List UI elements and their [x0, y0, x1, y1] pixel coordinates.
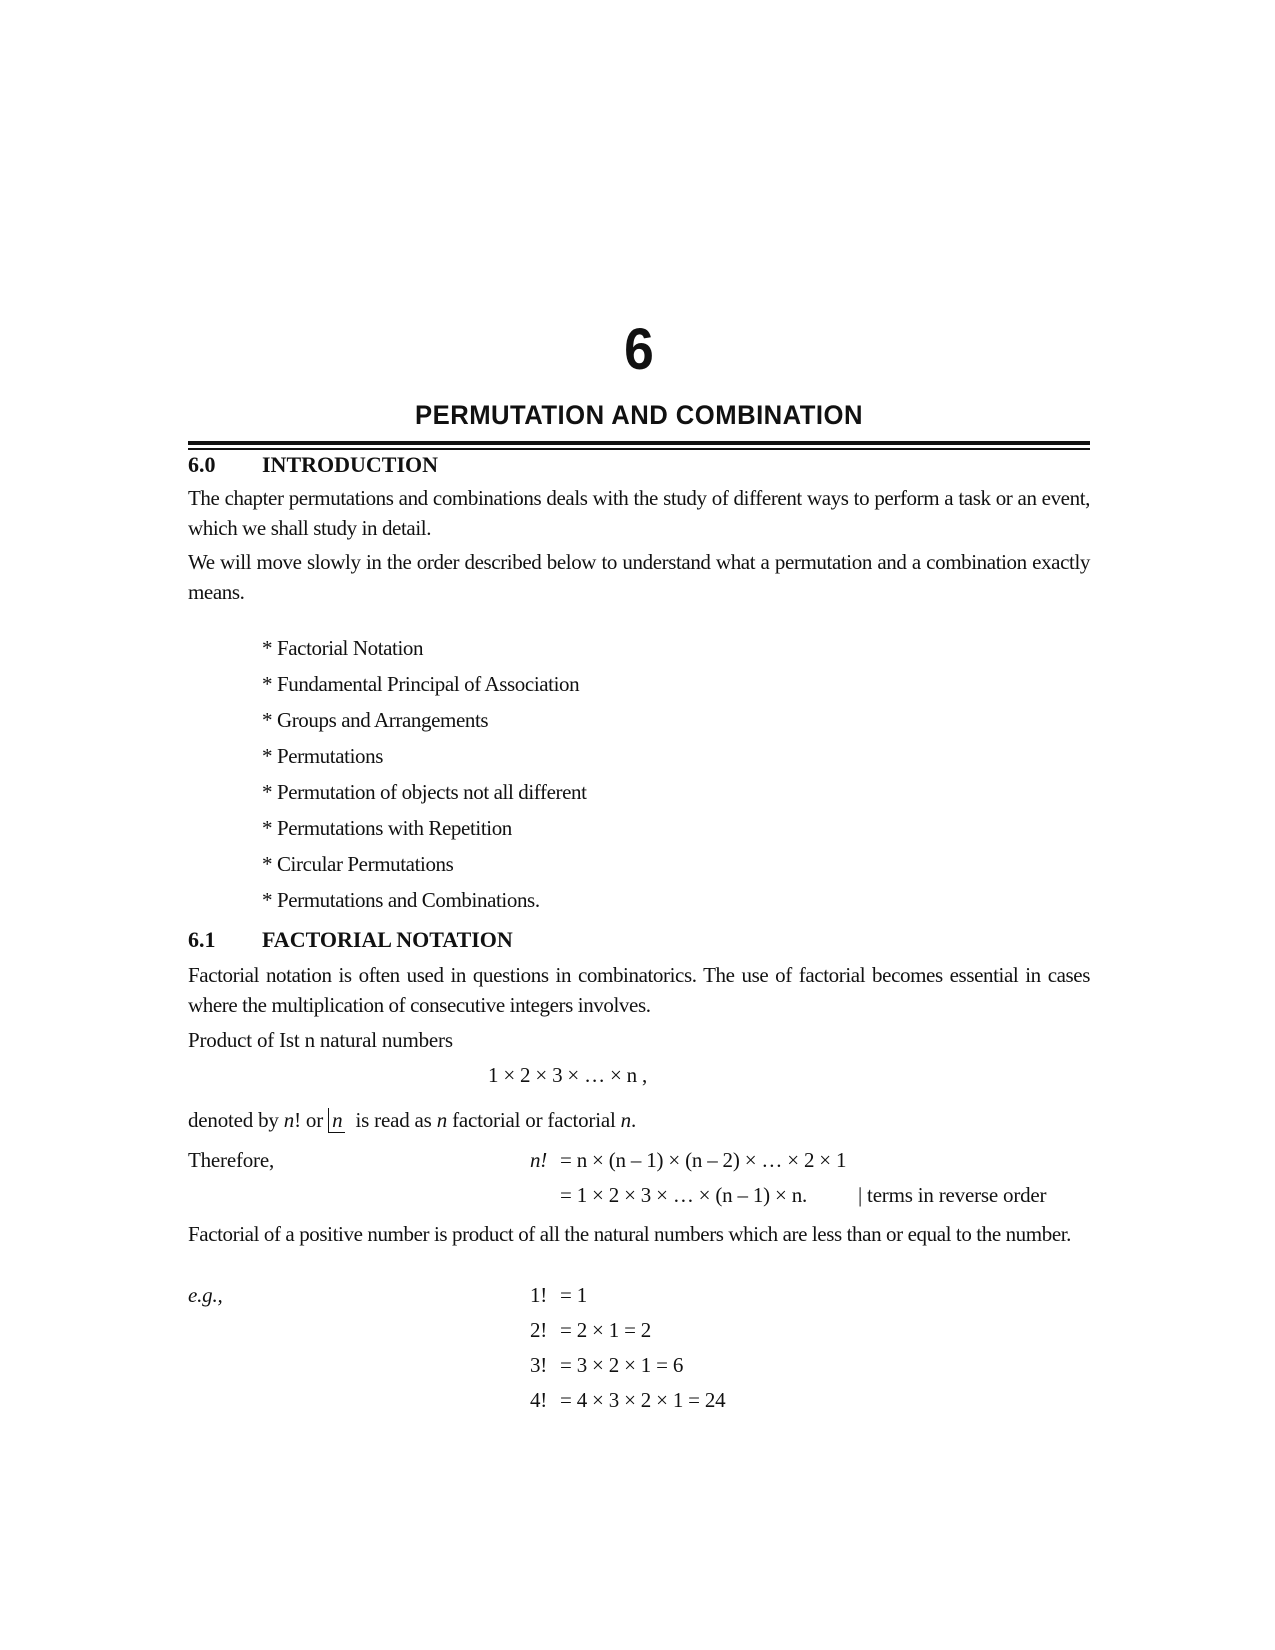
section-heading-introduction [188, 452, 438, 478]
list-item: * Permutations with Repetition [262, 816, 512, 840]
product-label: Product of Ist n natural numbers [188, 1028, 453, 1052]
eg-label: e.g., [188, 1283, 223, 1307]
example-rhs: = 2 × 1 = 2 [560, 1318, 652, 1342]
text: ! or [294, 1108, 329, 1132]
factorial-paragraph: Factorial notation is often used in questions in combinatorics. The use of factorial becomes essential in cases where the multiplication of consecutive integers involves. [188, 963, 1090, 1017]
var-n: n [436, 1108, 448, 1132]
title-rule-thick [188, 441, 1090, 445]
section-number: 6.1 [188, 927, 216, 952]
factorial-definition: Factorial of a positive number is product of all the natural numbers which are less than or equal to the number. [188, 1222, 1072, 1246]
list-item: * Permutations [262, 744, 383, 768]
denoted-sentence [188, 1108, 636, 1133]
text: denoted by [188, 1108, 284, 1132]
product-expression: 1 × 2 × 3 × … × n , [488, 1063, 648, 1087]
var-n: n [283, 1108, 295, 1132]
list-item: * Factorial Notation [262, 636, 424, 660]
section-heading-factorial-notation [188, 927, 513, 953]
factorial-box-symbol: n [328, 1108, 345, 1133]
equation-2-note: | terms in reverse order [858, 1183, 1047, 1207]
equation-1-lhs: n! [530, 1148, 548, 1172]
text: factorial or factorial [447, 1108, 621, 1132]
section-title: FACTORIAL NOTATION [262, 927, 513, 952]
intro-paragraph-1: The chapter permutations and combinations deals with the study of different ways to perform a task or an event, which we shall study in detail. [188, 486, 1090, 540]
equation-1-rhs: = n × (n – 1) × (n – 2) × … × 2 × 1 [560, 1148, 847, 1172]
intro-paragraph-2: We will move slowly in the order described below to understand what a permutation and a combination exactly means. [188, 550, 1090, 604]
list-item: * Fundamental Principal of Association [262, 672, 580, 696]
section-title: INTRODUCTION [262, 452, 439, 477]
list-item: * Circular Permutations [262, 852, 454, 876]
example-rhs: = 1 [560, 1283, 587, 1307]
example-rhs: = 4 × 3 × 2 × 1 = 24 [560, 1388, 726, 1412]
section-number: 6.0 [188, 452, 216, 477]
example-lhs: 1! [530, 1283, 548, 1307]
list-item: * Permutation of objects not all different [262, 780, 587, 804]
example-rhs: = 3 × 2 × 1 = 6 [560, 1353, 684, 1377]
equation-2-rhs: = 1 × 2 × 3 × … × (n – 1) × n. [560, 1183, 808, 1207]
var-n: n [620, 1108, 631, 1132]
example-lhs: 4! [530, 1388, 548, 1412]
therefore-label: Therefore, [188, 1148, 275, 1172]
topic-list [262, 630, 587, 918]
text: is read as [350, 1108, 437, 1132]
chapter-title: PERMUTATION AND COMBINATION [415, 400, 863, 430]
example-lhs: 2! [530, 1318, 548, 1342]
list-item: * Permutations and Combinations. [262, 888, 540, 912]
chapter-number: 6 [624, 317, 654, 382]
example-lhs: 3! [530, 1353, 548, 1377]
title-rule-thin [188, 448, 1090, 450]
list-item: * Groups and Arrangements [262, 708, 489, 732]
text: . [630, 1108, 637, 1132]
